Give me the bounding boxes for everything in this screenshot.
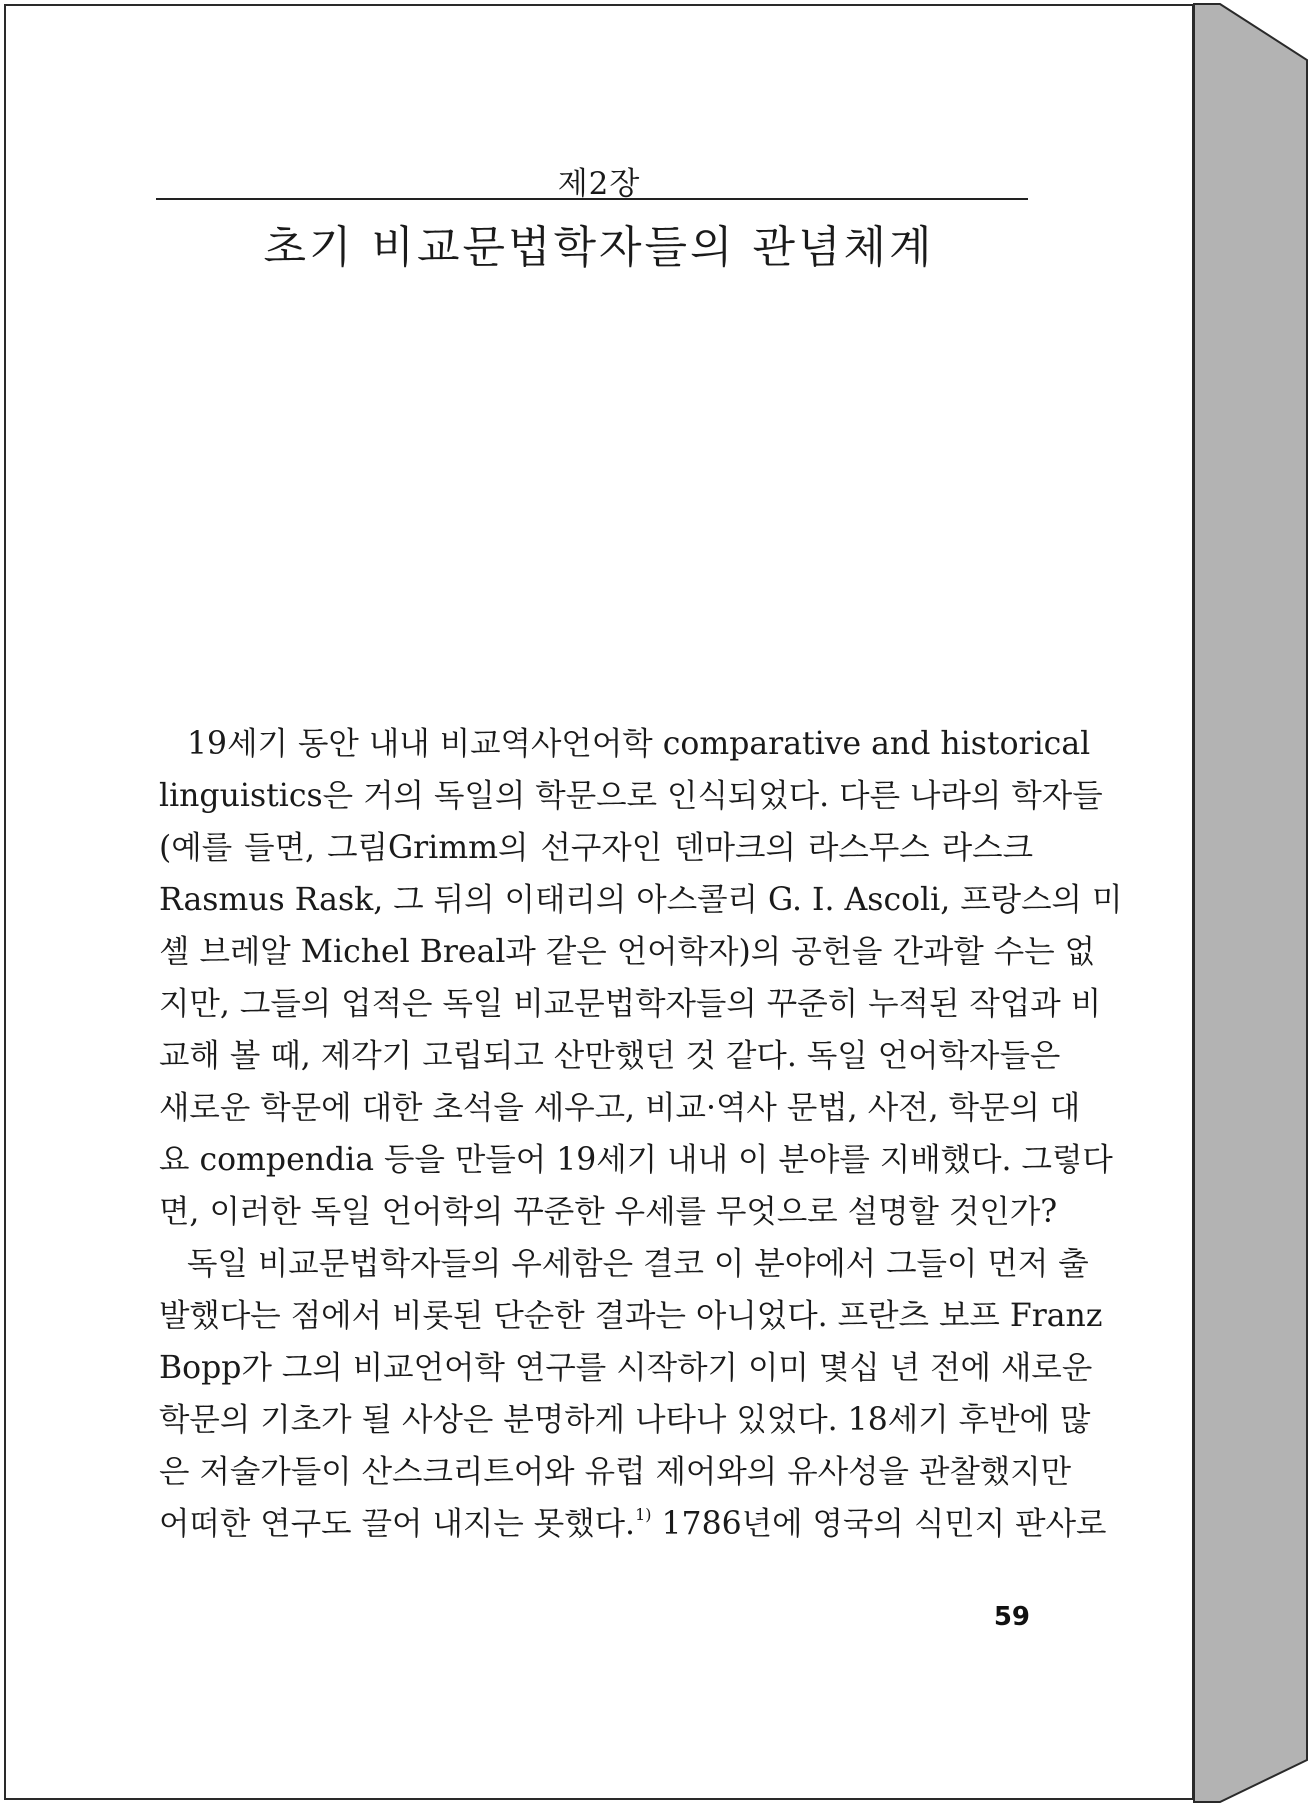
chapter-divider: [156, 198, 1028, 200]
chapter-title: 초기 비교문법학자들의 관념체계: [263, 222, 935, 273]
text-line: 은 저술가들이 산스크리트어와 유럽 제어와의 유사성을 관찰했지만: [159, 1454, 1072, 1490]
text-line: Rasmus Rask, 그 뒤의 이태리의 아스콜리 G. I. Ascoli, 프랑스의 미: [159, 882, 1123, 918]
paragraph-1: [159, 718, 1123, 1238]
text-line: linguistics은 거의 독일의 학문으로 인식되었다. 다른 나라의 학자들: [159, 778, 1103, 814]
text-line: (예를 들면, 그림Grimm의 선구자인 덴마크의 라스무스 라스크: [159, 830, 1033, 866]
text-line: 새로운 학문에 대한 초석을 세우고, 비교·역사 문법, 사전, 학문의 대: [159, 1090, 1081, 1126]
text-segment: 어떠한 연구도 끌어 내지는 못했다.: [159, 1506, 636, 1542]
footnote-marker[interactable]: 1): [635, 1505, 652, 1524]
text-line: 19세기 동안 내내 비교역사언어학 comparative and historical: [187, 726, 1091, 762]
page-number: 59: [993, 1602, 1030, 1632]
text-segment: 1786년에 영국의 식민지 판사로: [651, 1506, 1107, 1542]
text-line: 면, 이러한 독일 언어학의 꾸준한 우세를 무엇으로 설명할 것인가?: [159, 1194, 1058, 1230]
text-line: 발했다는 점에서 비롯된 단순한 결과는 아니었다. 프란츠 보프 Franz: [159, 1298, 1103, 1334]
text-line: 교해 볼 때, 제각기 고립되고 산만했던 것 같다. 독일 언어학자들은: [159, 1038, 1061, 1074]
text-line: Bopp가 그의 비교언어학 연구를 시작하기 이미 몇십 년 전에 새로운: [159, 1350, 1093, 1386]
book-page: [4, 4, 1194, 1800]
text-line: 독일 비교문법학자들의 우세함은 결코 이 분야에서 그들이 먼저 출: [187, 1246, 1089, 1282]
paragraph-2: [159, 1238, 1107, 1550]
text-line: 셸 브레알 Michel Breal과 같은 언어학자)의 공헌을 간과할 수는 없: [159, 934, 1096, 970]
text-line-with-footnote: [159, 1498, 1107, 1550]
body-text: [159, 718, 1123, 1550]
text-line: 요 compendia 등을 만들어 19세기 내내 이 분야를 지배했다. 그렇다: [159, 1142, 1113, 1178]
text-line: 지만, 그들의 업적은 독일 비교문법학자들의 꾸준히 누적된 작업과 비: [159, 986, 1102, 1022]
chapter-label: 제2장: [557, 166, 641, 202]
text-line: 학문의 기초가 될 사상은 분명하게 나타나 있었다. 18세기 후반에 많: [159, 1402, 1091, 1438]
